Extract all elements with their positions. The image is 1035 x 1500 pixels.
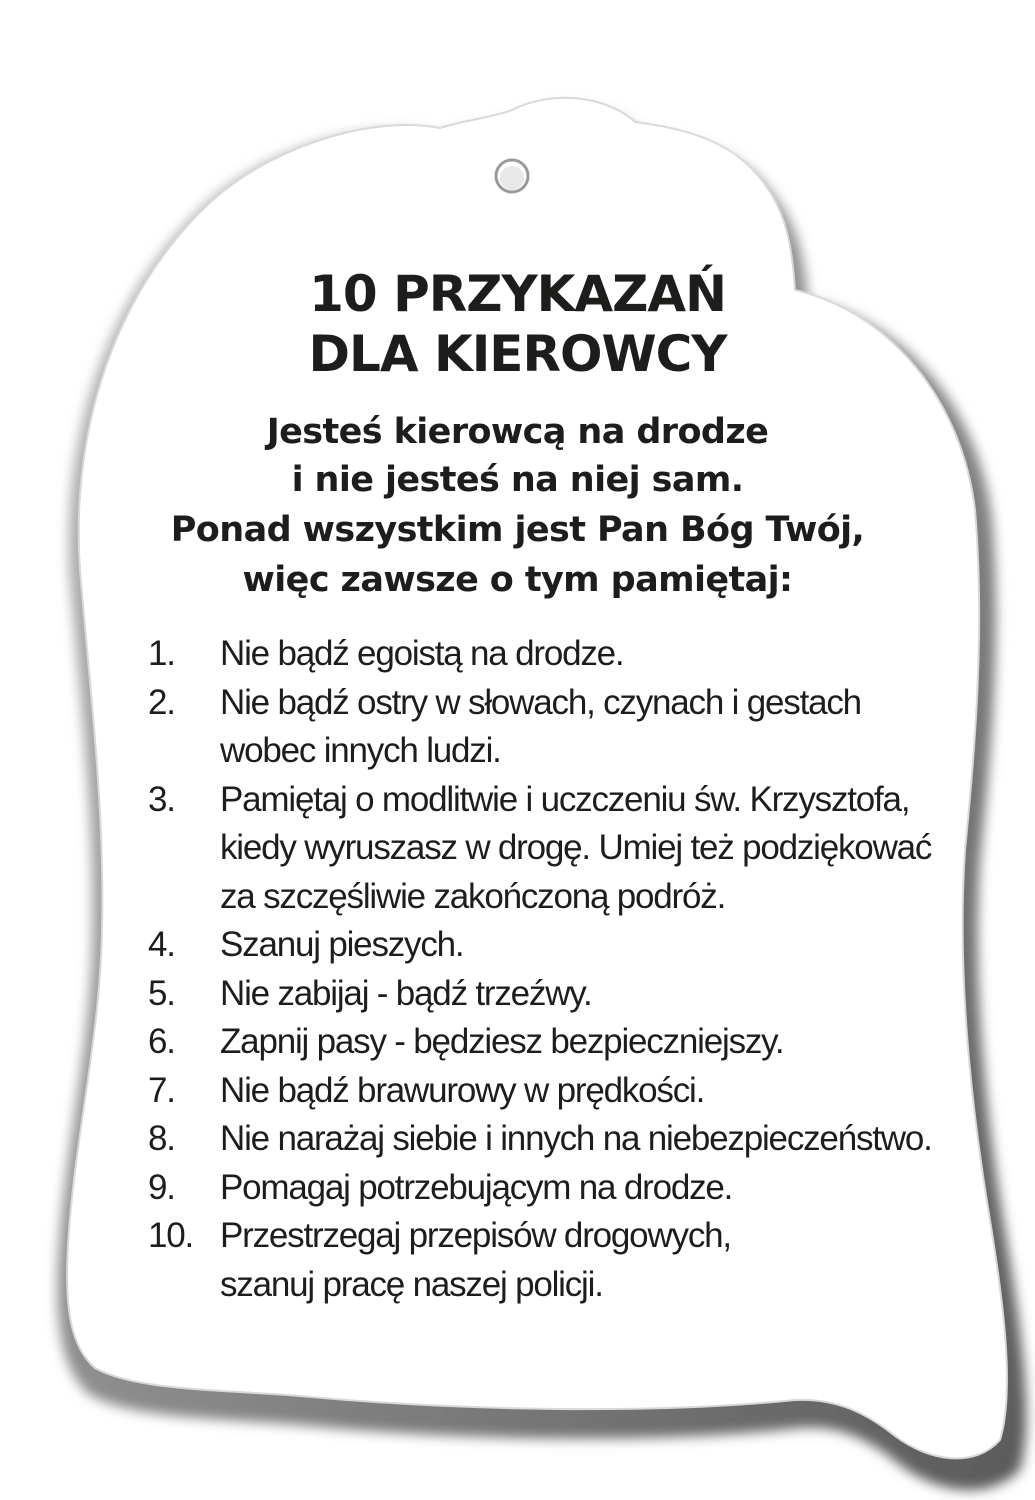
- rule-text: [220, 1212, 948, 1309]
- rule-text: [220, 1067, 948, 1116]
- rule-item: [148, 1164, 948, 1213]
- rule-line: Zapnij pasy - będziesz bezpieczniejszy.: [220, 1022, 784, 1061]
- rule-item: [148, 970, 948, 1019]
- hanging-hole-inner: [500, 166, 524, 190]
- rule-line: Nie bądź egoistą na drodze.: [220, 634, 624, 673]
- rule-text: [220, 921, 948, 970]
- rule-text: [220, 776, 948, 922]
- rule-number: 2.: [148, 682, 175, 722]
- rule-line: Nie narażaj siebie i innych na niebezpieczeństwo.: [220, 1119, 932, 1158]
- title-line-2: DLA KIEROWCY: [308, 325, 727, 383]
- rule-number: 9.: [148, 1167, 175, 1207]
- rule-item: [148, 1067, 948, 1116]
- rule-item: [148, 1018, 948, 1067]
- rule-number: 5.: [148, 973, 175, 1013]
- rule-line: Szanuj pieszych.: [220, 925, 464, 964]
- rule-number: 10.: [148, 1216, 194, 1255]
- title-line-1: 10 PRZYKAZAŃ: [309, 265, 726, 323]
- intro-line-2: i nie jesteś na niej sam.: [291, 460, 744, 500]
- rule-item: [148, 630, 948, 679]
- rule-text: [220, 1115, 948, 1164]
- rule-number: 3.: [148, 779, 175, 819]
- intro-line-1: Jesteś kierowcą na drodze: [266, 412, 769, 452]
- rule-item: [148, 776, 948, 922]
- rule-line: Pamiętaj o modlitwie i uczczeniu św. Krzysztofa,: [220, 779, 910, 819]
- rule-line: Nie bądź ostry w słowach, czynach i gestach: [220, 682, 861, 722]
- rule-line: Nie zabijaj - bądź trzeźwy.: [220, 973, 592, 1013]
- rule-line: Przestrzegaj przepisów drogowych,: [220, 1216, 731, 1255]
- rule-item: [148, 1212, 948, 1309]
- rule-line: kiedy wyruszasz w drogę. Umiej też podziękować: [220, 828, 932, 867]
- rule-text: [220, 630, 948, 679]
- rule-line: wobec innych ludzi.: [220, 731, 501, 770]
- rule-number: 8.: [148, 1119, 175, 1158]
- rule-line: Nie bądź brawurowy w prędkości.: [220, 1070, 705, 1110]
- rule-text: [220, 970, 948, 1019]
- rule-line: szanuj pracę naszej policji.: [220, 1264, 603, 1304]
- rule-number: 7.: [148, 1070, 175, 1110]
- intro-line-3: Ponad wszystkim jest Pan Bóg Twój,: [170, 510, 865, 550]
- rule-number: 1.: [148, 634, 175, 673]
- rule-text: [220, 679, 948, 776]
- intro-line-4: więc zawsze o tym pamiętaj:: [242, 560, 793, 600]
- rule-text: [220, 1018, 948, 1067]
- rule-text: [220, 1164, 948, 1213]
- rule-item: [148, 921, 948, 970]
- rule-line: Pomagaj potrzebującym na drodze.: [220, 1167, 733, 1207]
- rule-line: za szczęśliwie zakończoną podróż.: [220, 876, 726, 916]
- rules-list: [148, 630, 948, 1309]
- rule-item: [148, 1115, 948, 1164]
- rule-number: 6.: [148, 1022, 175, 1061]
- rule-item: [148, 679, 948, 776]
- rule-number: 4.: [148, 925, 175, 964]
